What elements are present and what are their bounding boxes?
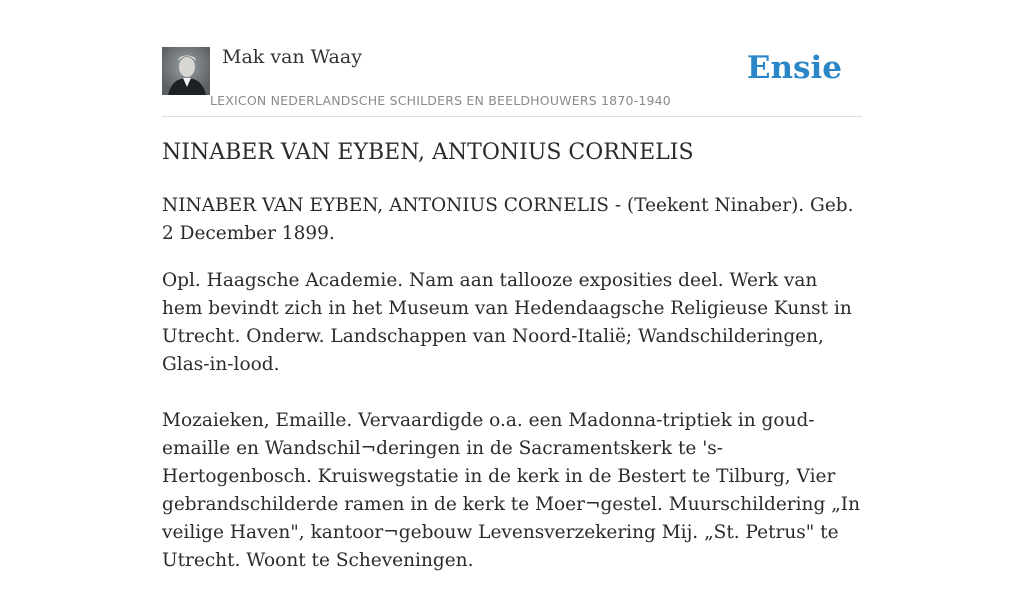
article-body bbox=[162, 192, 862, 594]
source-title[interactable]: LEXICON NEDERLANDSCHE SCHILDERS EN BEELDHOUWERS 1870-1940 bbox=[210, 93, 671, 108]
portrait-image bbox=[162, 47, 210, 95]
ensie-logo[interactable]: Ensie bbox=[746, 50, 842, 86]
paragraph: Opl. Haagsche Academie. Nam aan tallooze exposities deel. Werk van hem bevindt zich in het Museum van Hedendaagsche Religieuse Kunst in Utrecht. Onderw. Landschappen van Noord-Italië; Wandschilderingen, Glas-in-lood. bbox=[162, 270, 852, 375]
paragraph: Mozaieken, Emaille. Vervaardigde o.a. een Madonna-triptiek in goud-emaille en Wandschil¬deringen in de Sacramentskerk te 's-Hertogenbosch. Kruiswegstatie in de kerk in de Bestert te Tilburg, Vier gebrandschilderde ramen in de kerk te Moer¬gestel. Muurschildering „In veilige Haven", kantoor¬gebouw Levensverzekering Mij. „St. Petrus" te Utrecht. Woont te Scheveningen. bbox=[162, 410, 861, 571]
article-header bbox=[162, 46, 862, 117]
paragraph: NINABER VAN EYBEN, ANTONIUS CORNELIS - (Teekent Ninaber). Geb. 2 December 1899. bbox=[162, 195, 854, 244]
author-name[interactable]: Mak van Waay bbox=[222, 46, 362, 68]
author-avatar[interactable] bbox=[162, 47, 210, 95]
page-title: NINABER VAN EYBEN, ANTONIUS CORNELIS bbox=[162, 140, 694, 165]
